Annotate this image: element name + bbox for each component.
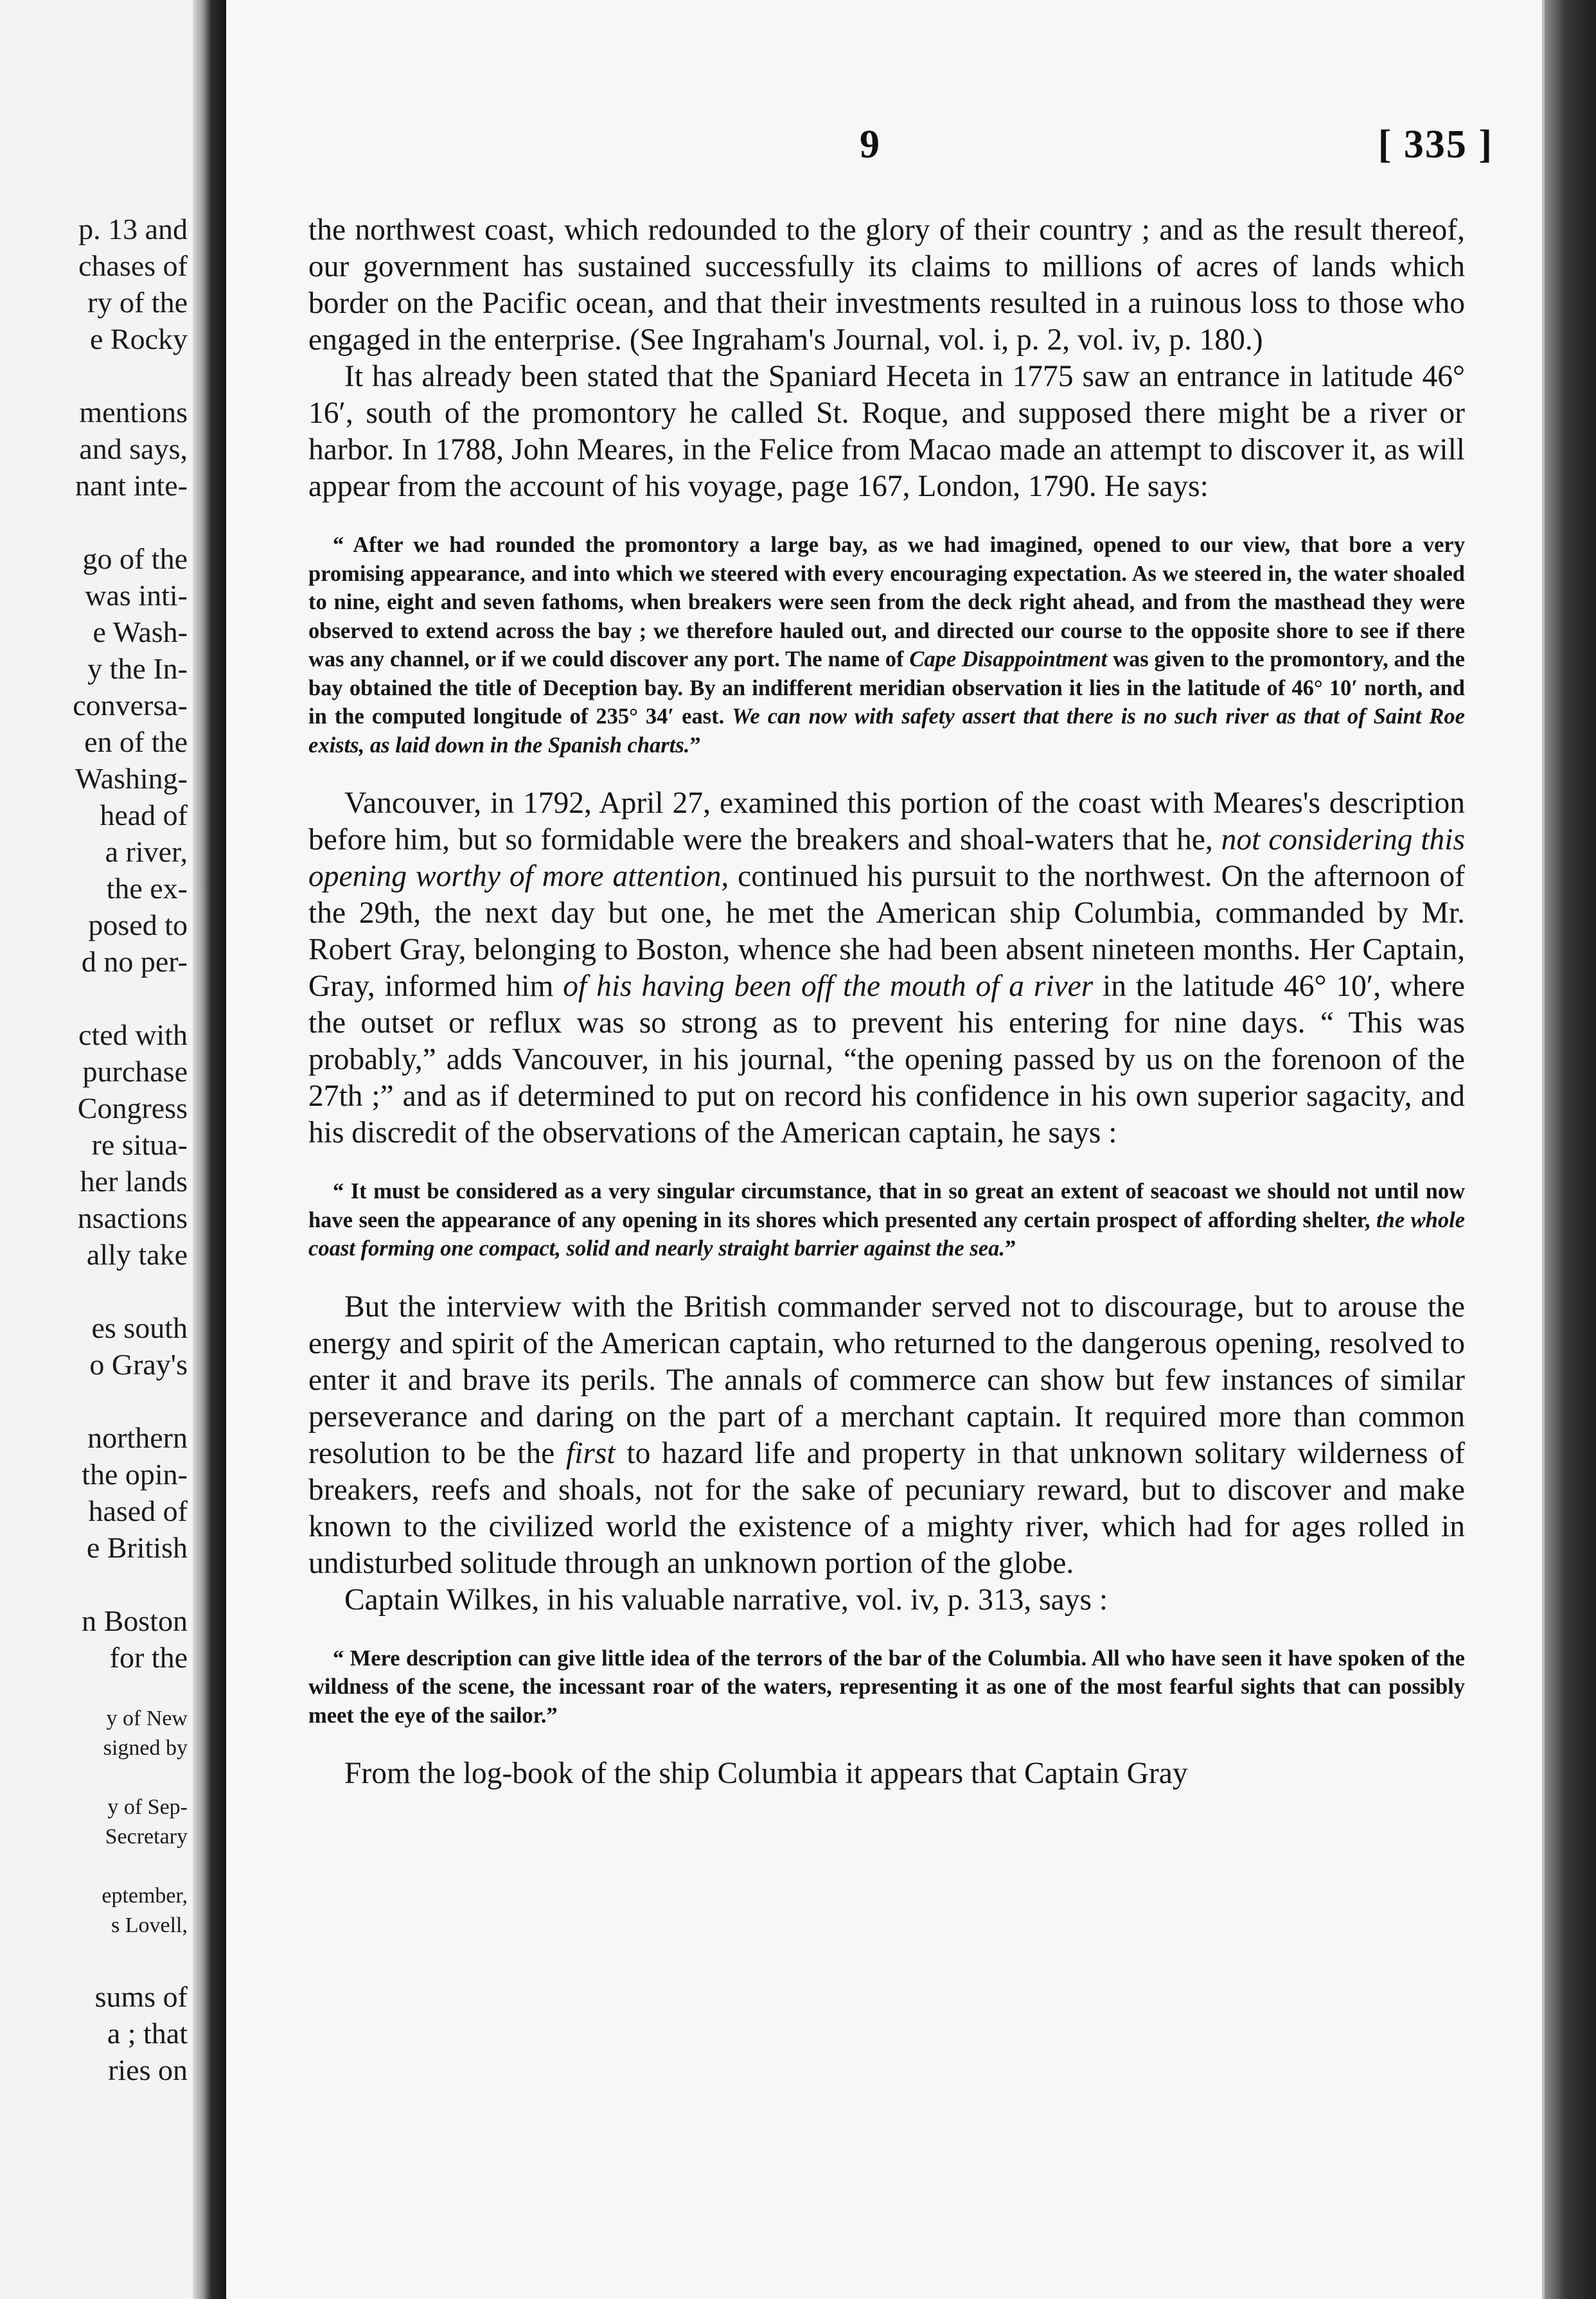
quote-meares [308,531,1465,759]
left-page-line: the ex- [106,872,188,905]
paragraph-vancouver-italic-1: not considering this opening worthy of more attention, [308,823,1465,893]
quote-vancouver-close: ” [1004,1236,1016,1261]
left-page-line: o Gray's [89,1348,188,1381]
page-body [308,212,1465,1792]
quote-vancouver-text-a: “ It must be considered as a very singular circumstance, that in so great an extent of seacoast we should not until now have seen the appearance of any opening in its shores which presented any certain prospect of affording shelter, [308,1179,1465,1232]
left-page-line: s Lovell, [111,1913,188,1937]
quote-meares-italic-claim: We can now with safety assert that there is no such river as that of Saint Roe exists, as laid down in the Spanish charts. [308,704,1465,758]
left-page-line: e Wash- [93,616,188,648]
left-page-line: en of the [84,725,188,758]
left-page-line: purchase [82,1055,188,1088]
quote-vancouver-italic: the whole coast forming one compact, solid and nearly straight barrier against the sea. [308,1207,1465,1261]
left-page-line: her lands [80,1165,188,1198]
left-page-line: y of New [106,1707,188,1730]
page-edge-shadow [1545,0,1596,2299]
left-page-line: and says, [79,432,188,465]
left-page-line: a river, [105,835,188,868]
left-page-line: p. 13 and [78,213,188,245]
left-page-line: ries on [108,2054,188,2086]
left-page-line: nant inte- [75,469,188,502]
left-page-line: d no per- [81,945,188,978]
left-page-line: was inti- [85,579,188,612]
left-page-line: nsactions [77,1202,188,1234]
quote-vancouver [308,1177,1465,1263]
page-number: 9 [860,123,880,166]
quote-wilkes-text: “ Mere description can give little idea of the terrors of the bar of the Columbia. All who have seen it have spoken of the wildness of the scene, the incessant roar of the waters, representing it as one of the most fearful sights that can possibly meet the eye of the sailor.” [308,1646,1465,1728]
bracketed-page-number: [ 335 ] [1378,123,1493,166]
left-page-line: n Boston [82,1604,188,1637]
left-page-line: ally take [86,1238,188,1271]
paragraph-gray-perseverance [308,1289,1465,1582]
left-page-line: sums of [94,1980,188,2013]
left-page-line: head of [100,799,188,831]
book-gutter [193,0,226,2299]
quote-meares-text-a: “ After we had rounded the promontory a large bay, as we had imagined, opened to our view, that bore a very promising appearance, and into which we steered with every encouraging expectation. As we steered in, the water shoaled to nine, eight and seven fathoms, when breakers were seen from the deck right ahead, and from the masthead they were observed to extend across the bay ; we therefore hauled out, and directed our course to the opposite shore to see if there was any channel, or if we could discover any port. The name of [308,533,1465,671]
left-page-line: Secretary [105,1825,188,1849]
left-page-line: y the In- [87,652,188,685]
left-page-line: mentions [79,396,188,429]
left-page-line: a ; that [107,2017,188,2050]
left-page-line: hased of [88,1495,188,1527]
quote-meares-close: ” [689,732,701,758]
left-facing-page-fragment [0,0,193,2299]
paragraph-vancouver-e: in the latitude 46° 10′, where the outset or reflux was so strong as to prevent his entering for nine days. “ This was probably,” adds Vancouver, in his journal, “the opening passed by us on the forenoon of the 27th ;” and as if determined to put on record his confidence in his own superior sagacity, and his discredit of the observations of the American captain, he says : [308,970,1465,1150]
left-page-line: y of Sep- [107,1795,188,1819]
left-page-line: posed to [88,909,188,941]
paragraph-heceta-meares: It has already been stated that the Spaniard Heceta in 1775 saw an entrance in latitude 46° 16′, south of the promontory he called St. Roque, and supposed there might be a river or harbor. In 1788, John Meares, in the Felice from Macao made an attempt to discover it, as will appear from the account of his voyage, page 167, London, 1790. He says: [308,360,1465,503]
left-page-line: es south [91,1311,188,1344]
left-page-line: Congress [77,1092,188,1124]
left-page-line: conversa- [73,689,188,722]
left-page-line: cted with [78,1018,188,1051]
paragraph-continuation: the northwest coast, which redounded to the glory of their country ; and as the result thereof, our government has sustained successfully its claims to millions of acres of lands which border on the Pacific ocean, and that their investments resulted in a ruinous loss to those who engaged in the enterprise. (See Ingraham's Journal, vol. i, p. 2, vol. iv, p. 180.) [308,213,1465,357]
page-header [226,122,1545,180]
left-page-line: signed by [103,1736,188,1760]
left-page-line: the opin- [82,1458,188,1491]
paragraph-gray-italic-first: first [566,1436,616,1470]
quote-meares-cape-name: Cape Disappointment [909,647,1108,671]
paragraph-vancouver-c: continued his pursuit to the northwest. On the afternoon of the 29th, the next day but one, he met the American ship Columbia, commanded by Mr. Robert Gray, belonging to Boston, whence she had been absent nineteen months. Her Captain, Gray, informed him [308,860,1465,1003]
left-page-line: eptember, [102,1884,188,1908]
main-page [226,0,1545,2299]
paragraph-vancouver [308,785,1465,1151]
left-page-line: re situa- [91,1128,188,1161]
left-page-line: ry of the [87,286,188,319]
left-page-line: go of the [82,542,188,575]
left-page-line: e Rocky [89,323,188,355]
left-page-line: chases of [78,249,188,282]
left-page-line: northern [87,1421,188,1454]
paragraph-gray-a: But the interview with the British commander served not to discourage, but to arouse the energy and spirit of the American captain, who returned to the dangerous opening, resolved to enter it and brave its perils. The annals of commerce can show but few instances of similar perseverance and daring on the part of a merchant captain. It required more than common resolution to be the [308,1290,1465,1470]
paragraph-wilkes-intro: Captain Wilkes, in his valuable narrative, vol. iv, p. 313, says : [344,1583,1108,1617]
paragraph-logbook: From the log-book of the ship Columbia it appears that Captain Gray [344,1757,1188,1790]
left-page-line: e British [86,1531,188,1564]
quote-wilkes [308,1644,1465,1730]
paragraph-vancouver-italic-2: of his having been off the mouth of a river [563,970,1094,1003]
left-page-line: Washing- [75,762,188,795]
quote-meares-text-c: was given to the promontory, and the bay obtained the title of Deception bay. By an indifferent meridian observation it lies in the latitude of 46° 10′ north, and in the computed longitude of 235° 34′ east. [308,647,1465,729]
paragraph-vancouver-a: Vancouver, in 1792, April 27, examined this portion of the coast with Meares's description before him, but so formidable were the breakers and shoal-waters that he, [308,786,1465,857]
left-page-line: for the [109,1641,188,1674]
paragraph-gray-c: to hazard life and property in that unknown solitary wilderness of breakers, reefs and shoals, not for the sake of pecuniary reward, but to discover and make known to the civilized world the existence of a mighty river, which had for ages rolled in undisturbed solitude through an unknown portion of the globe. [308,1436,1465,1580]
